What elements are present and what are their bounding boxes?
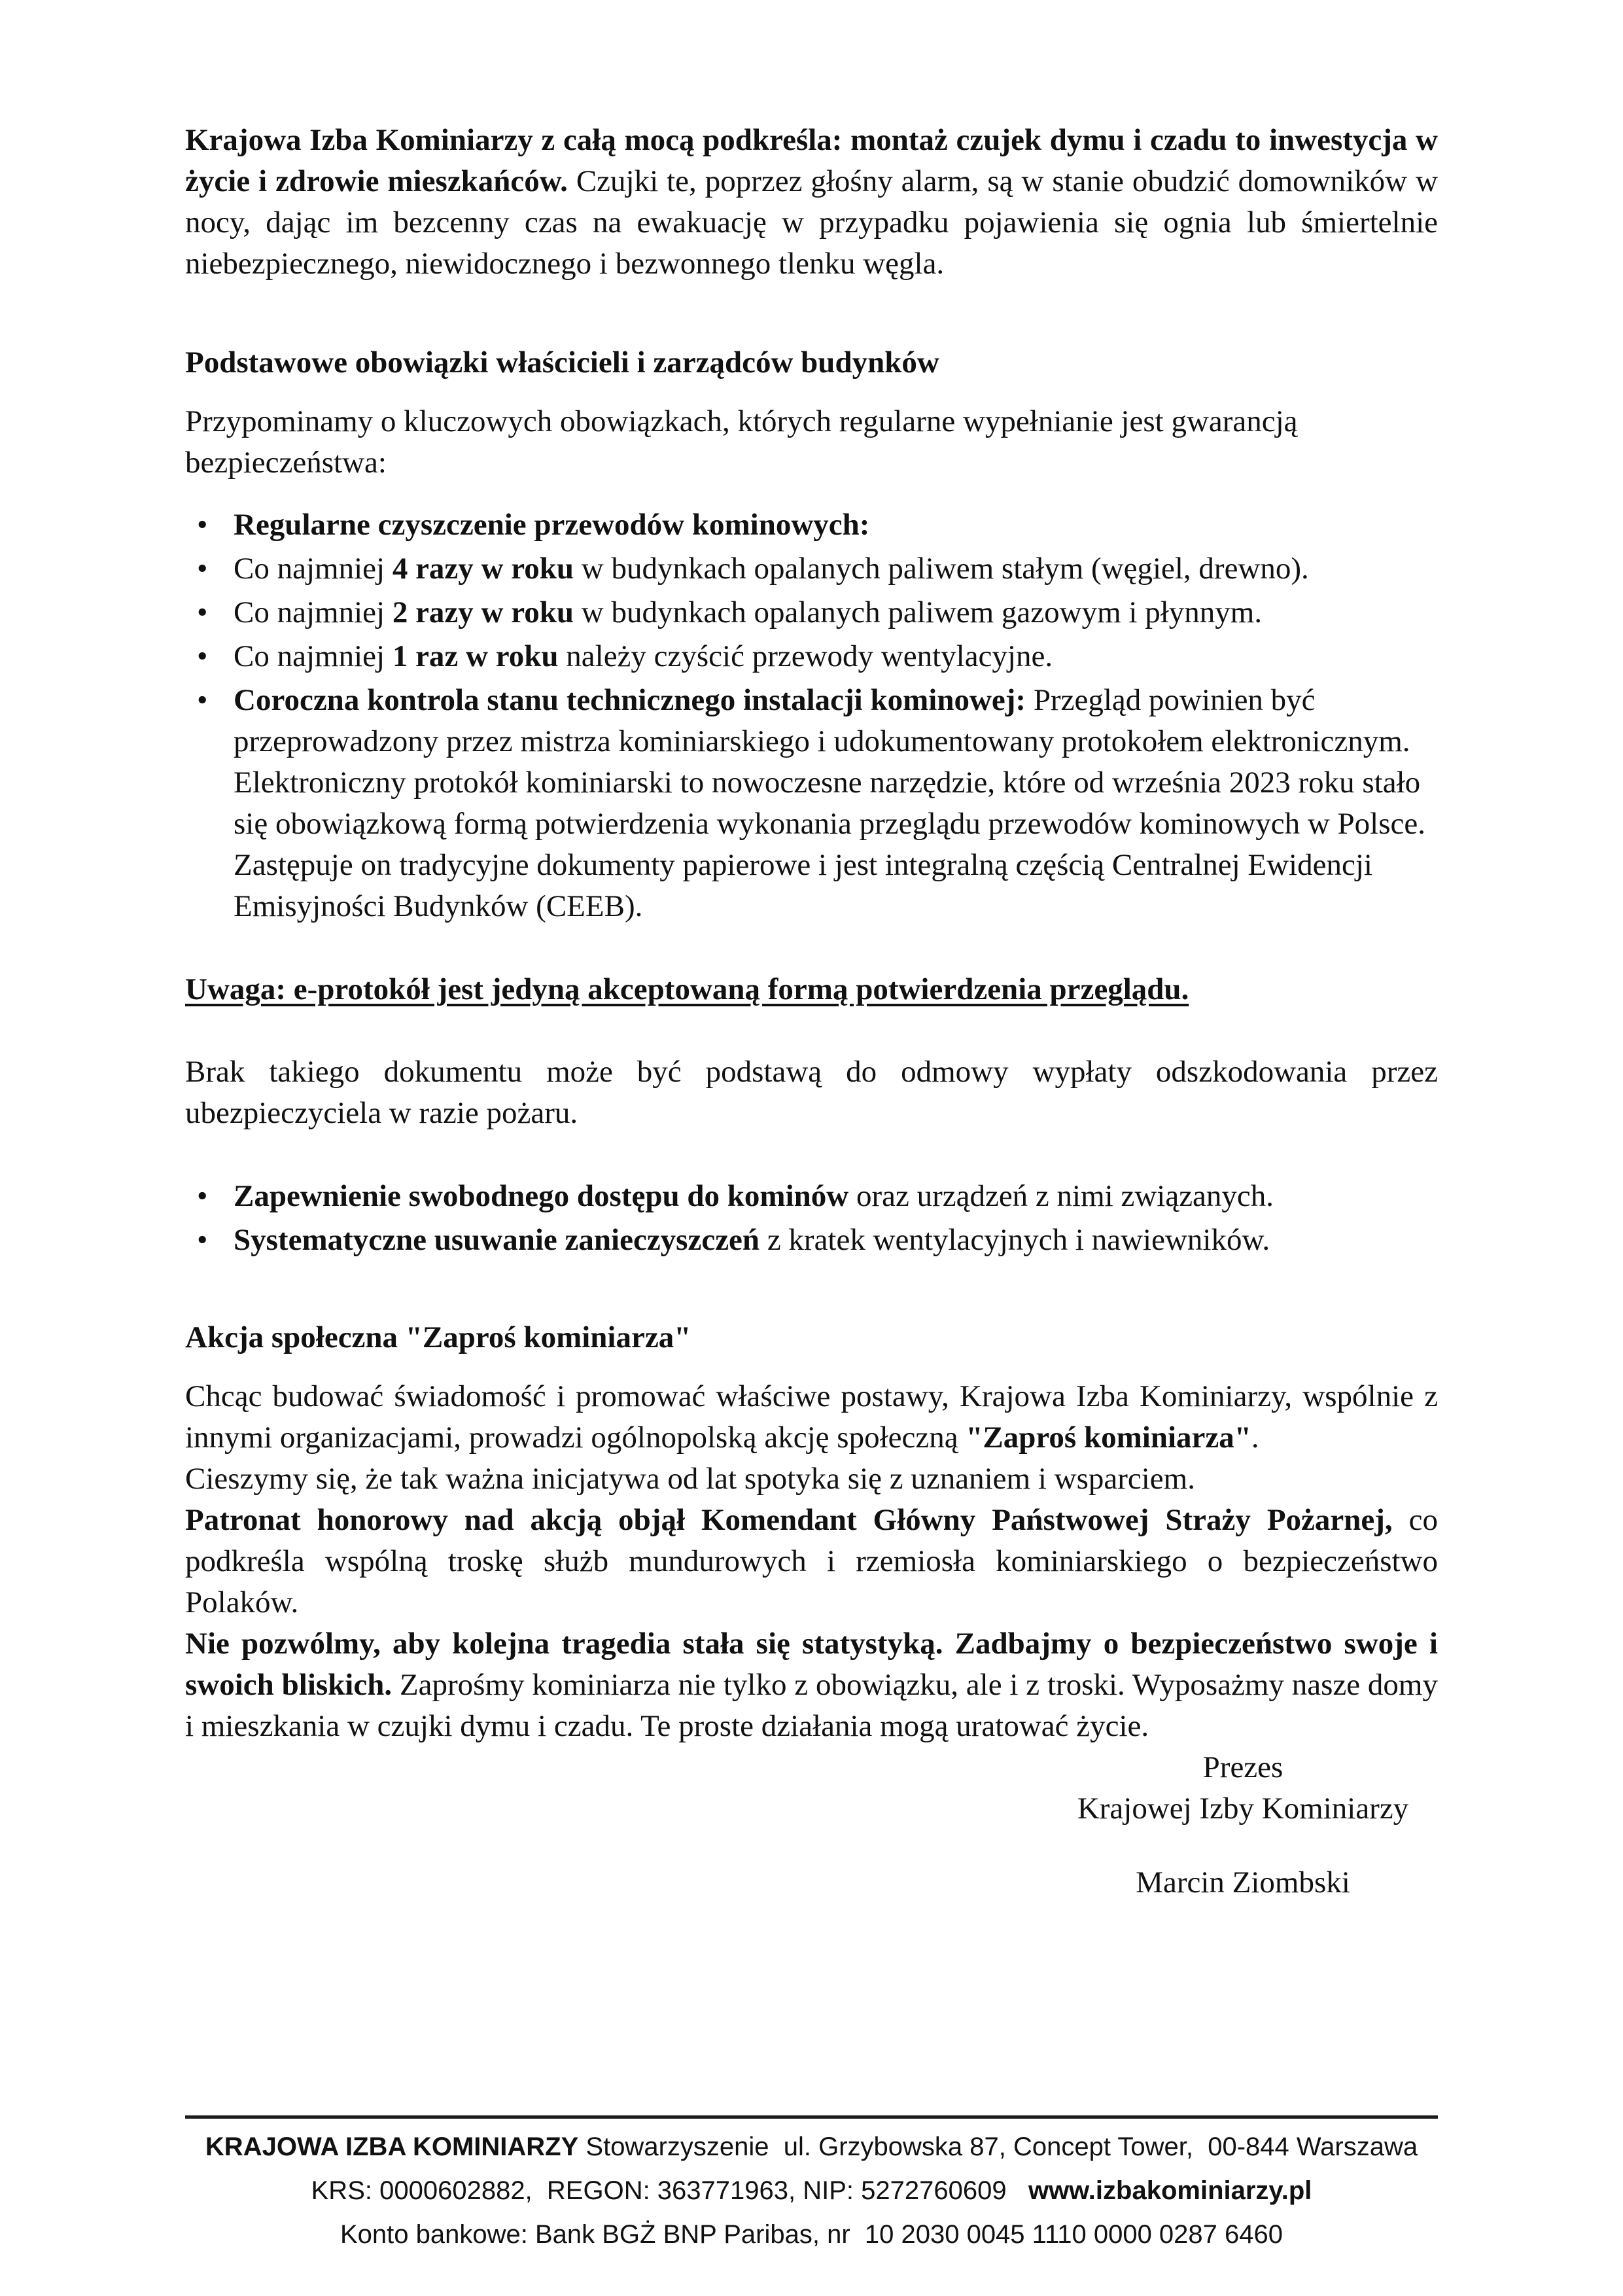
footer <box>185 2115 1438 2296</box>
footer-divider <box>185 2115 1438 2119</box>
footer-org-name: KRAJOWA IZBA KOMINIARZY <box>205 2132 579 2161</box>
footer-bank-line: Konto bankowe: Bank BGŻ BNP Paribas, nr 10 2030 0045 1110 0000 0287 6460 <box>340 2220 1283 2249</box>
access-list <box>185 1176 1438 1263</box>
signature-role: Prezes <box>1202 1750 1283 1784</box>
list-item-text: Coroczna kontrola stanu technicznego instalacji kominowej: Przegląd powinien być przeprowadzony przez mistrza kominiarskiego i udokumentowany protokołem elektronicznym. Elektroniczny protokół kominiarski to nowoczesne narzędzie, które od września 2023 roku stało się obowiązkową formą potwierdzenia wykonania przeglądu przewodów kominowych w Polsce. Zastępuje on tradycyjne dokumenty papierowe i jest integralną częścią Centralnej Ewidencji Emisyjności Budynków (CEEB). <box>234 683 1426 923</box>
appeal-bold-text: Nie pozwólmy, aby kolejna tragedia stała się statystyką. Zadbajmy o bezpieczeństwo swoje i swoich bliskich. <box>185 1627 1438 1702</box>
signature-name: Marcin Ziombski <box>1136 1865 1350 1899</box>
notice-consequence-paragraph: Brak takiego dokumentu może być podstawą do odmowy wypłaty odszkodowania przez ubezpieczyciela w razie pożaru. <box>185 1055 1438 1130</box>
footer-registry-line: KRS: 0000602882, REGON: 363771963, NIP: 5272760609 www.izbakominiarzy.pl <box>311 2176 1312 2205</box>
signature-block <box>1014 1747 1472 1903</box>
bullet-icon: • <box>197 1223 208 1257</box>
list-item-text: Co najmniej 4 razy w roku w budynkach opalanych paliwem stałym (węgiel, drewno). <box>234 552 1309 586</box>
list-item-text: Regularne czyszczenie przewodów kominowych: <box>234 508 870 542</box>
intro-rest-text: Czujki te, poprzez głośny alarm, są w stanie obudzić domowników w nocy, dając im bezcenny czas na ewakuację w przypadku pojawienia się ognia lub śmiertelnie niebezpiecznego, niewidocznego i bezwonnego tlenku węgla. <box>185 164 1439 281</box>
obligations-list <box>185 504 1438 930</box>
campaign-paragraph-4: Nie pozwólmy, aby kolejna tragedia stała się statystyką. Zadbajmy o bezpieczeństwo swoje i swoich bliskich. Zaprośmy kominiarza nie tylko z obowiązku, ale i z troski. Wyposażmy nasze domy i mieszkania w czujki dymu i czadu. Te proste działania mogą uratować życie. <box>185 1627 1438 1743</box>
owners-section-heading: Podstawowe obowiązki właścicieli i zarządców budynków <box>185 345 939 380</box>
list-item <box>185 636 1438 677</box>
campaign-section-heading: Akcja społeczna "Zaproś kominiarza" <box>185 1320 691 1354</box>
list-item-text: Co najmniej 2 razy w roku w budynkach opalanych paliwem gazowym i płynnym. <box>234 595 1263 629</box>
list-item <box>185 592 1438 633</box>
list-item-text: Systematyczne usuwanie zanieczyszczeń z kratek wentylacyjnych i nawiewników. <box>234 1223 1270 1257</box>
bullet-icon: • <box>197 508 208 542</box>
list-item <box>185 504 1438 546</box>
bullet-icon: • <box>197 1179 208 1213</box>
footer-address-line: KRAJOWA IZBA KOMINIARZY Stowarzyszenie ul. Grzybowska 87, Concept Tower, 00-844 Warszawa <box>205 2132 1418 2161</box>
list-item-text: Co najmniej 1 raz w roku należy czyścić przewody wentylacyjne. <box>234 639 1053 673</box>
patronage-bold-text: Patronat honorowy nad akcją objął Komendant Główny Państwowej Straży Pożarnej, <box>185 1503 1393 1537</box>
list-item <box>185 680 1438 927</box>
notice-underlined-text: Uwaga: e-protokół jest jedyną akceptowaną formą potwierdzenia przeglądu. <box>185 972 1189 1006</box>
list-item <box>185 1176 1438 1217</box>
intro-bold-text: Krajowa Izba Kominiarzy z całą mocą podkreśla: montaż czujek dymu i czadu to inwestycja w życie i zdrowie mieszkańców. <box>185 123 1438 198</box>
list-item-text: Zapewnienie swobodnego dostępu do kominów oraz urządzeń z nimi związanych. <box>234 1179 1274 1213</box>
campaign-paragraph-2: Cieszymy się, że tak ważna inicjatywa od lat spotyka się z uznaniem i wsparciem. <box>185 1462 1195 1496</box>
campaign-paragraph-3: Patronat honorowy nad akcją objął Komendant Główny Państwowej Straży Pożarnej, co podkreśla wspólną troskę służb mundurowych i rzemiosła kominiarskiego o bezpieczeństwo Polaków. <box>185 1503 1438 1619</box>
intro-paragraph <box>185 120 1438 285</box>
bullet-icon: • <box>197 552 208 586</box>
notice-line <box>185 969 1438 1010</box>
bullet-icon: • <box>197 683 208 717</box>
footer-website: www.izbakominiarzy.pl <box>1028 2176 1312 2205</box>
list-item <box>185 548 1438 590</box>
bullet-icon: • <box>197 595 208 629</box>
list-item <box>185 1220 1438 1261</box>
campaign-name-bold: "Zaproś kominiarza" <box>966 1421 1251 1455</box>
bullet-icon: • <box>197 639 208 673</box>
owners-lead-paragraph: Przypominamy o kluczowych obowiązkach, których regularne wypełnianie jest gwarancją bezpieczeństwa: <box>185 404 1298 480</box>
signature-organization: Krajowej Izby Kominiarzy <box>1077 1792 1409 1826</box>
campaign-paragraph-1: Chcąc budować świadomość i promować właściwe postawy, Krajowa Izba Kominiarzy, wspólnie z innymi organizacjami, prowadzi ogólnopolską akcję społeczną "Zaproś kominiarza". <box>185 1379 1438 1455</box>
